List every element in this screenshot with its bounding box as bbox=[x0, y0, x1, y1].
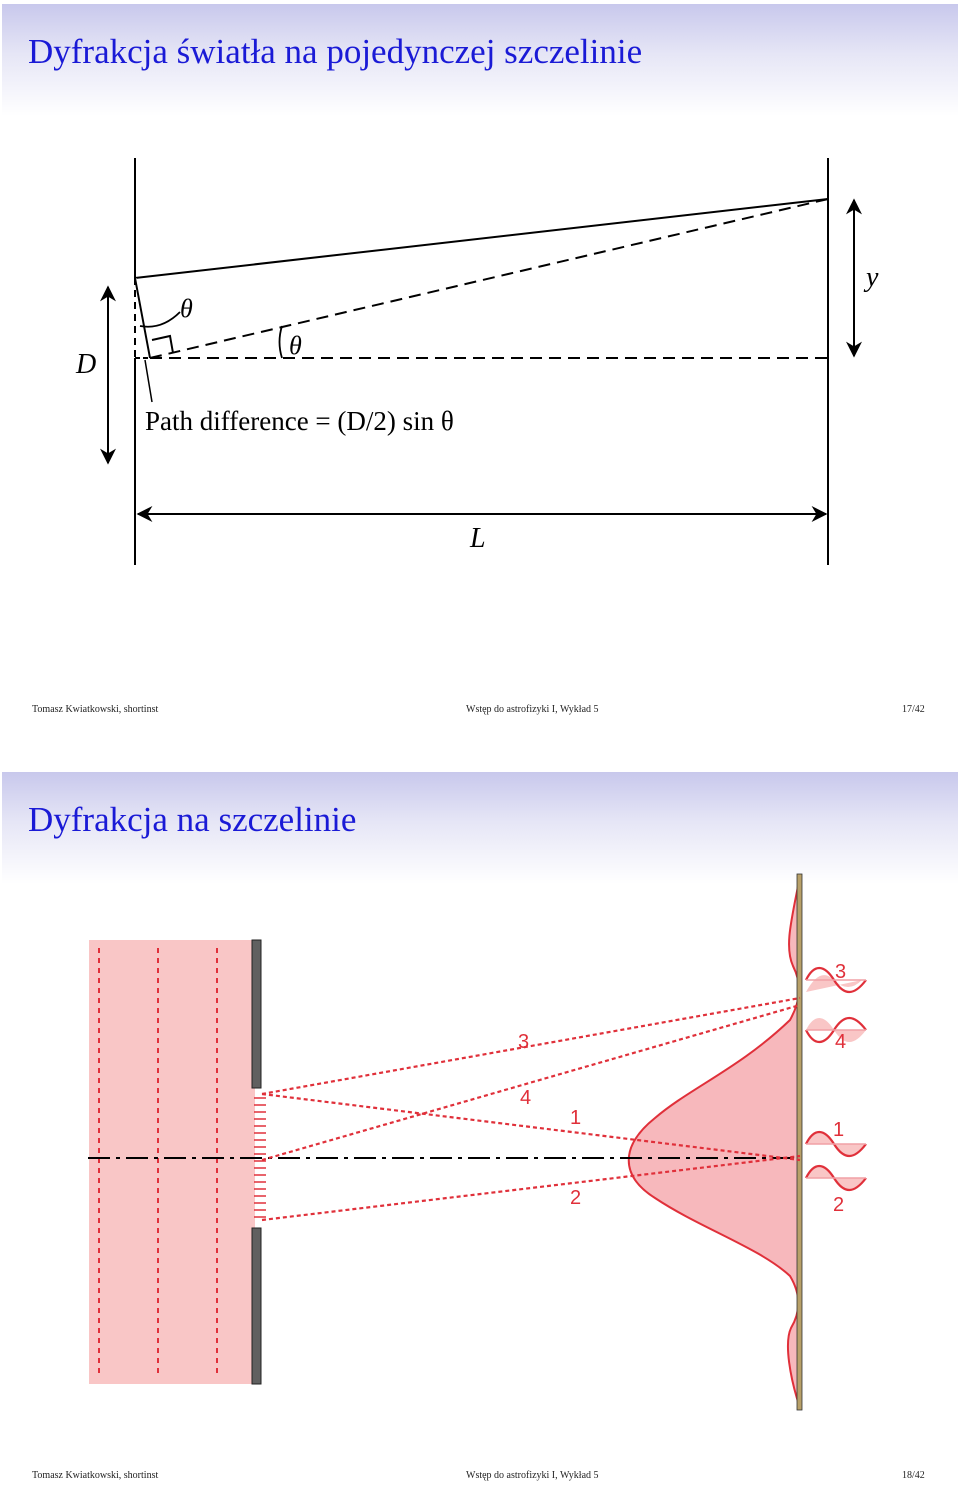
screen bbox=[797, 874, 802, 1410]
wave-label-1: 1 bbox=[833, 1119, 845, 1141]
ray-label-4: 4 bbox=[520, 1087, 532, 1109]
incident-beam bbox=[89, 940, 255, 1384]
footer-page-number: 17/42 bbox=[902, 704, 925, 715]
wave-label-3: 3 bbox=[835, 961, 847, 983]
slide-17 bbox=[0, 0, 960, 742]
theta-arc-top bbox=[140, 312, 180, 327]
slide-footer bbox=[0, 1470, 960, 1484]
wave-label-2: 2 bbox=[833, 1194, 845, 1216]
slide-title: Dyfrakcja światła na pojedynczej szczelinie bbox=[28, 32, 643, 71]
footer-page-number: 18/42 bbox=[902, 1470, 925, 1481]
path-difference-label: Path difference = (D/2) sin θ bbox=[145, 406, 454, 436]
slit-plate-bottom bbox=[252, 1228, 261, 1384]
wave-label-4: 4 bbox=[835, 1031, 847, 1053]
label-D: D bbox=[76, 349, 97, 380]
ray-label-1: 1 bbox=[570, 1107, 582, 1129]
wave-2 bbox=[806, 1166, 866, 1190]
slide-title: Dyfrakcja na szczelinie bbox=[28, 800, 357, 839]
label-theta-top: θ bbox=[180, 294, 193, 323]
path-difference-leader bbox=[145, 360, 152, 402]
footer-author: Tomasz Kwiatkowski, shortinst bbox=[32, 1470, 159, 1481]
label-theta-mid: θ bbox=[289, 331, 302, 360]
footer-author: Tomasz Kwiatkowski, shortinst bbox=[32, 704, 159, 715]
slit-diffraction-diagram bbox=[0, 768, 960, 1428]
perpendicular-line bbox=[135, 278, 150, 358]
theta-arc-mid bbox=[280, 326, 283, 358]
slit-plate-top bbox=[252, 940, 261, 1088]
ray-label-2: 2 bbox=[570, 1187, 582, 1209]
footer-course: Wstęp do astrofizyki I, Wykład 5 bbox=[466, 704, 599, 715]
dashed-ray bbox=[150, 199, 828, 358]
footer-course: Wstęp do astrofizyki I, Wykład 5 bbox=[466, 1470, 599, 1481]
slide-footer bbox=[0, 704, 960, 718]
solid-ray bbox=[135, 199, 828, 278]
single-slit-geometry-diagram bbox=[0, 0, 960, 600]
label-L: L bbox=[470, 523, 486, 554]
ray-label-3: 3 bbox=[518, 1031, 530, 1053]
right-angle-marker bbox=[152, 336, 173, 353]
label-y: y bbox=[866, 262, 879, 293]
slide-18 bbox=[0, 768, 960, 1485]
